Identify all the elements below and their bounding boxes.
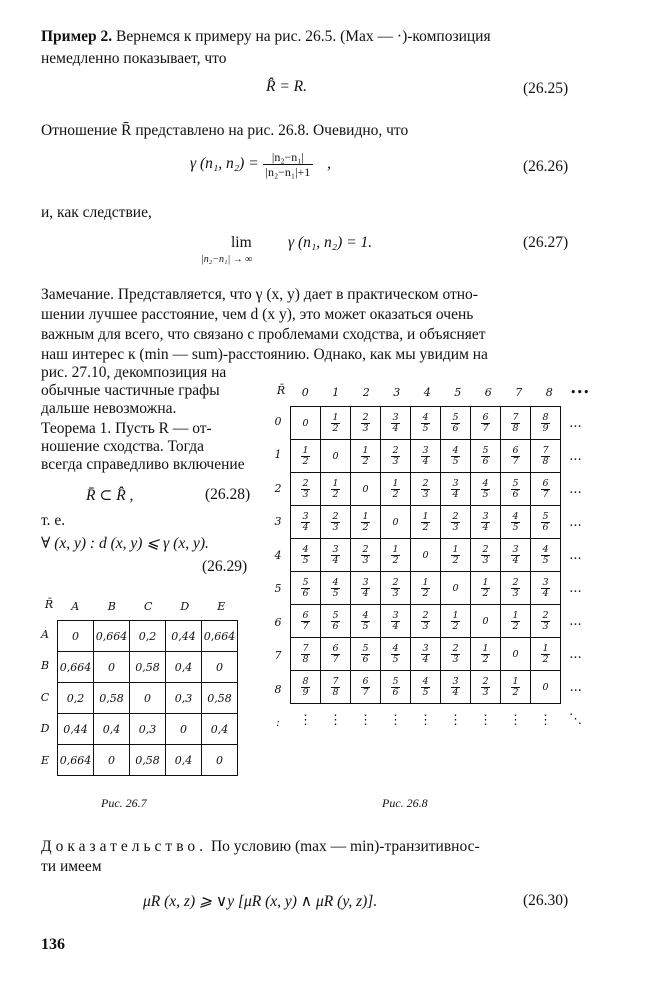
fig8-cell: 0 [321,440,351,473]
fig8-row-header: 4 [274,548,282,562]
fig7-row-header: B [40,659,50,673]
fig8-cell: ⋮ [299,712,312,728]
equation-number-26-27: (26.27) [523,234,569,251]
fig8-row [291,506,591,539]
fig8-cell: $\frac{5}{6}$ [351,638,381,671]
fig8-cell: $\frac{1}{2}$ [321,473,351,506]
fig8-cell: ⋮ [329,712,342,728]
fig8-cell: $\frac{3}{4}$ [531,572,561,605]
para3-line1: и, как следствие, [41,204,152,221]
fig8-cell: $\frac{1}{2}$ [441,539,471,572]
fig7-matrix [57,620,238,776]
fig8-col-header: 7 [515,386,523,399]
fig8-col-header: 8 [545,386,553,399]
fig8-cell: $\frac{4}{5}$ [441,440,471,473]
fig7-row-header: C [40,690,50,704]
para1-line1: Пример 2. Вернемся к примеру на рис. 26.5. (Max — ·)-композиция [41,28,491,45]
fig8-cell: $\frac{4}{5}$ [291,539,321,572]
fig7-caption: Рис. 26.7 [101,796,147,810]
fig8-cell: $\frac{5}{6}$ [381,671,411,704]
fig7-cell: 0,664 [94,621,130,652]
fig8-row [291,704,591,737]
fig7-row [58,745,238,776]
fig8-cell: $\frac{3}{4}$ [321,539,351,572]
fig8-cell: $\frac{1}{2}$ [501,671,531,704]
fig8-cell: $\frac{3}{4}$ [381,407,411,440]
fig8-col-header: 4 [423,386,431,399]
fig8-cell: $\frac{1}{2}$ [351,440,381,473]
equation-26-27-subscript: |n₂−n₁| → ∞ [201,254,253,265]
fig7-cell: 0 [202,745,238,776]
fig8-cell: ⋮ [479,712,492,728]
fig8-cell: $\frac{1}{2}$ [531,638,561,671]
fig8-cell: 0 [351,473,381,506]
fig8-cell: ⋮ [509,712,522,728]
fig8-cell: $\frac{8}{9}$ [531,407,561,440]
fig7-cell: 0,3 [166,683,202,714]
fig8-cell: 0 [441,572,471,605]
fig8-cell: ⋮ [389,712,402,728]
fig8-cell: $\frac{1}{2}$ [411,506,441,539]
fig8-cell: $\frac{7}{8}$ [321,671,351,704]
fig8-cell: ⋱ [569,712,582,728]
equation-number-26-29: (26.29) [202,558,248,575]
fig7-row [58,621,238,652]
fig8-row-header: 5 [274,582,282,596]
fig7-col-header: E [217,600,226,613]
fig8-cell: $\frac{3}{4}$ [441,671,471,704]
fig7-cell: 0,4 [166,745,202,776]
fig8-cell: $\frac{1}{2}$ [321,407,351,440]
fig7-row-header: D [40,722,50,736]
equation-26-27-lim: lim [231,234,252,251]
fig7-cell: 0,58 [130,652,166,683]
fig8-col-header: 5 [454,386,462,399]
fig7-cell: 0,4 [166,652,202,683]
fig8-cell: $\frac{3}{4}$ [441,473,471,506]
fig8-row [291,407,591,440]
fraction-numerator: |n₂−n₁| [263,150,314,165]
equation-26-30: μR (x, z) ⩾ ∨y [μR (x, y) ∧ μR (y, z)]. [143,893,378,910]
fig8-col-header: 1 [332,386,340,399]
fig8-cell: ... [569,415,582,431]
fig8-cell: $\frac{2}{3}$ [411,473,441,506]
fig8-cell: $\frac{2}{3}$ [351,539,381,572]
fig7-cell: 0,58 [202,683,238,714]
fig8-cell: 0 [471,605,501,638]
fig7-cell: 0,44 [58,714,94,745]
fig8-row-header: 7 [274,649,282,663]
remark-line7: дальше невозможна. [41,400,177,417]
fig8-cell: $\frac{1}{2}$ [441,605,471,638]
fig7-cell: 0,664 [58,652,94,683]
page-number: 136 [41,936,65,953]
fig8-cell: $\frac{3}{4}$ [381,605,411,638]
fig8-row-header: : [276,716,280,730]
fig8-cell: 0 [291,407,321,440]
fig8-cell: ... [569,646,582,662]
fig8-row [291,572,591,605]
fig8-cell: $\frac{1}{2}$ [501,605,531,638]
fig8-cell: $\frac{5}{6}$ [531,506,561,539]
fig8-row [291,671,591,704]
theorem-line1: Теорема 1. Пусть R — от- [41,420,212,437]
fig8-cell: $\frac{2}{3}$ [471,671,501,704]
fig7-cell: 0,2 [130,621,166,652]
equation-26-27: γ (n₁, n₂) = 1. [288,234,373,251]
fig8-cell: $\frac{5}{6}$ [471,440,501,473]
para2-line1: Отношение R̄̄ представлено на рис. 26.8. Очевидно, что [41,122,409,139]
fig8-cell: $\frac{6}{7}$ [531,473,561,506]
fig8-cell: $\frac{1}{2}$ [291,440,321,473]
fig7-row-header: A [41,627,49,641]
remark-line5: рис. 27.10, декомпозиция на [41,364,227,381]
fig8-row-header: 3 [274,515,282,529]
fig8-cell: $\frac{5}{6}$ [321,605,351,638]
fig8-cell: $\frac{4}{5}$ [501,506,531,539]
fig7-row [58,652,238,683]
fig7-cell: 0,58 [94,683,130,714]
fig8-cell: $\frac{5}{6}$ [291,572,321,605]
equation-26-28: R̄̄ ⊂ R̂̂ , [86,487,134,504]
fig7-row [58,683,238,714]
theorem-te: т. е. [41,512,66,529]
fig7-col-header: C [144,600,153,613]
fig8-cell: 0 [411,539,441,572]
fig7-cell: 0,58 [130,745,166,776]
fig8-cell: $\frac{2}{3}$ [441,638,471,671]
fig7-cell: 0 [202,652,238,683]
fig8-cell: $\frac{3}{4}$ [471,506,501,539]
fig8-cell: $\frac{7}{8}$ [501,407,531,440]
fig8-cell: $\frac{4}{5}$ [471,473,501,506]
fig7-cell: 0,3 [130,714,166,745]
fig8-cell: $\frac{7}{8}$ [291,638,321,671]
theorem-line2: ношение сходства. Тогда [41,438,205,455]
fig8-cell: ⋮ [449,712,462,728]
fig8-cell: $\frac{3}{4}$ [291,506,321,539]
fig8-cell: ... [569,514,582,530]
fig8-cell: $\frac{6}{7}$ [351,671,381,704]
fig8-cell: $\frac{2}{3}$ [531,605,561,638]
fraction-denominator: |n₂−n₁|+1 [265,165,311,179]
fig8-row-header: 8 [274,682,282,696]
equation-26-29: ∀ (x, y) : d (x, y) ⩽ γ (x, y). [41,535,209,552]
remark-line2: шении лучшее расстояние, чем d (x y), это может оказаться очень [41,306,474,323]
fig7-cell: 0,4 [94,714,130,745]
fig8-col-header: 6 [484,386,492,399]
fig8-corner-label: R̄ [276,384,286,397]
fig8-cell: $\frac{3}{4}$ [501,539,531,572]
fig8-cell: $\frac{4}{5}$ [411,671,441,704]
fig7-cell: 0,664 [58,745,94,776]
fig8-cell: $\frac{2}{3}$ [411,605,441,638]
fig8-cell: $\frac{6}{7}$ [291,605,321,638]
fig8-cell: $\frac{1}{2}$ [411,572,441,605]
fig8-cell: 0 [381,506,411,539]
fig8-cell: ... [569,547,582,563]
fig8-cell: $\frac{2}{3}$ [321,506,351,539]
equation-number-26-30: (26.30) [523,892,569,909]
fig8-col-header: ••• [570,386,590,399]
fig8-cell: $\frac{2}{3}$ [471,539,501,572]
fig8-row-header: 1 [274,448,282,462]
equation-number-26-26: (26.26) [523,158,569,175]
equation-26-25: R̂̂ = R. [266,78,308,95]
proof-line1: Доказательство. По условию (max — min)-транзитивнос- [41,838,480,855]
fig8-cell: $\frac{6}{7}$ [321,638,351,671]
fig8-cell: ... [569,448,582,464]
fig7-col-header: B [107,600,116,613]
remark-line3: важным для всего, что связано с проблемами сходства, и объясняет [41,326,486,343]
equation-number-26-25: (26.25) [523,80,569,97]
fig7-corner-label: R̄ [44,598,54,611]
fig8-row [291,638,591,671]
fig8-cell: 0 [531,671,561,704]
proof-line2: ти имеем [41,858,102,875]
fig8-cell: $\frac{2}{3}$ [351,407,381,440]
equation-number-26-28: (26.28) [205,486,251,503]
remark-line1: Замечание. Представляется, что γ (x, y) дает в практическом отно- [41,286,478,303]
fig8-row-header: 0 [274,414,282,428]
fig8-cell: 0 [501,638,531,671]
fig8-cell: $\frac{3}{4}$ [411,638,441,671]
fig8-col-header: 0 [301,386,309,399]
fig8-cell: ... [569,679,582,695]
fig7-cell: 0 [58,621,94,652]
fig7-cell: 0,44 [166,621,202,652]
fig8-cell: $\frac{2}{3}$ [441,506,471,539]
fig8-cell: $\frac{3}{4}$ [351,572,381,605]
fig8-cell: $\frac{2}{3}$ [381,572,411,605]
fig7-cell: 0,2 [58,683,94,714]
remark-line6: обычные частичные графы [41,382,220,399]
fig8-cell: $\frac{2}{3}$ [381,440,411,473]
fig7-cell: 0 [94,745,130,776]
fig8-matrix [290,406,591,736]
fig8-col-header: 3 [393,386,401,399]
equation-26-26: γ (n₁, n₂) = $\frac{\text{|n₂−n₁|}}{\text{|n₂−n₁|+1}}$ , [190,150,332,179]
fig7-cell: 0,4 [202,714,238,745]
fig8-cell: ... [569,580,582,596]
fig8-row-header: 6 [274,615,282,629]
fig8-cell: $\frac{6}{7}$ [471,407,501,440]
fig8-cell: $\frac{1}{2}$ [351,506,381,539]
fig8-cell: $\frac{1}{2}$ [471,572,501,605]
fig8-cell: $\frac{6}{7}$ [501,440,531,473]
fig8-cell: $\frac{4}{5}$ [531,539,561,572]
fig8-cell: $\frac{2}{3}$ [501,572,531,605]
fig8-cell: ⋮ [359,712,372,728]
fig8-cell: $\frac{4}{5}$ [321,572,351,605]
para1-line2: немедленно показывает, что [41,50,227,67]
fig7-cell: 0,664 [202,621,238,652]
fig8-cell: $\frac{4}{5}$ [411,407,441,440]
fig8-row [291,539,591,572]
fig7-cell: 0 [94,652,130,683]
fig8-cell: $\frac{5}{6}$ [501,473,531,506]
fig8-cell: $\frac{1}{2}$ [381,473,411,506]
fig8-cell: $\frac{2}{3}$ [291,473,321,506]
fig7-col-header: A [71,600,80,613]
fig8-row [291,440,591,473]
fig7-cell: 0 [130,683,166,714]
fig7-cell: 0 [166,714,202,745]
fig8-cell: ... [569,613,582,629]
fig8-cell: ⋮ [539,712,552,728]
fig8-row-header: 2 [274,481,282,495]
fig8-cell: $\frac{5}{6}$ [441,407,471,440]
fig8-cell: $\frac{7}{8}$ [531,440,561,473]
fig8-col-header: 2 [362,386,370,399]
fig8-cell: $\frac{4}{5}$ [381,638,411,671]
fig8-cell: ... [569,481,582,497]
fig8-row [291,473,591,506]
fig8-cell: $\frac{1}{2}$ [381,539,411,572]
fig8-cell: $\frac{8}{9}$ [291,671,321,704]
fig7-row-header: E [40,753,50,767]
fig8-cell: $\frac{1}{2}$ [471,638,501,671]
fig8-caption: Рис. 26.8 [382,796,428,810]
fig7-col-header: D [180,600,190,613]
fig7-row [58,714,238,745]
fig8-row [291,605,591,638]
theorem-line3: всегда справедливо включение [41,456,245,473]
fig8-cell: ⋮ [419,712,432,728]
remark-line4: наш интерес к (min — sum)-расстоянию. Однако, как мы увидим на [41,346,488,363]
fig8-cell: $\frac{3}{4}$ [411,440,441,473]
fig8-cell: $\frac{4}{5}$ [351,605,381,638]
